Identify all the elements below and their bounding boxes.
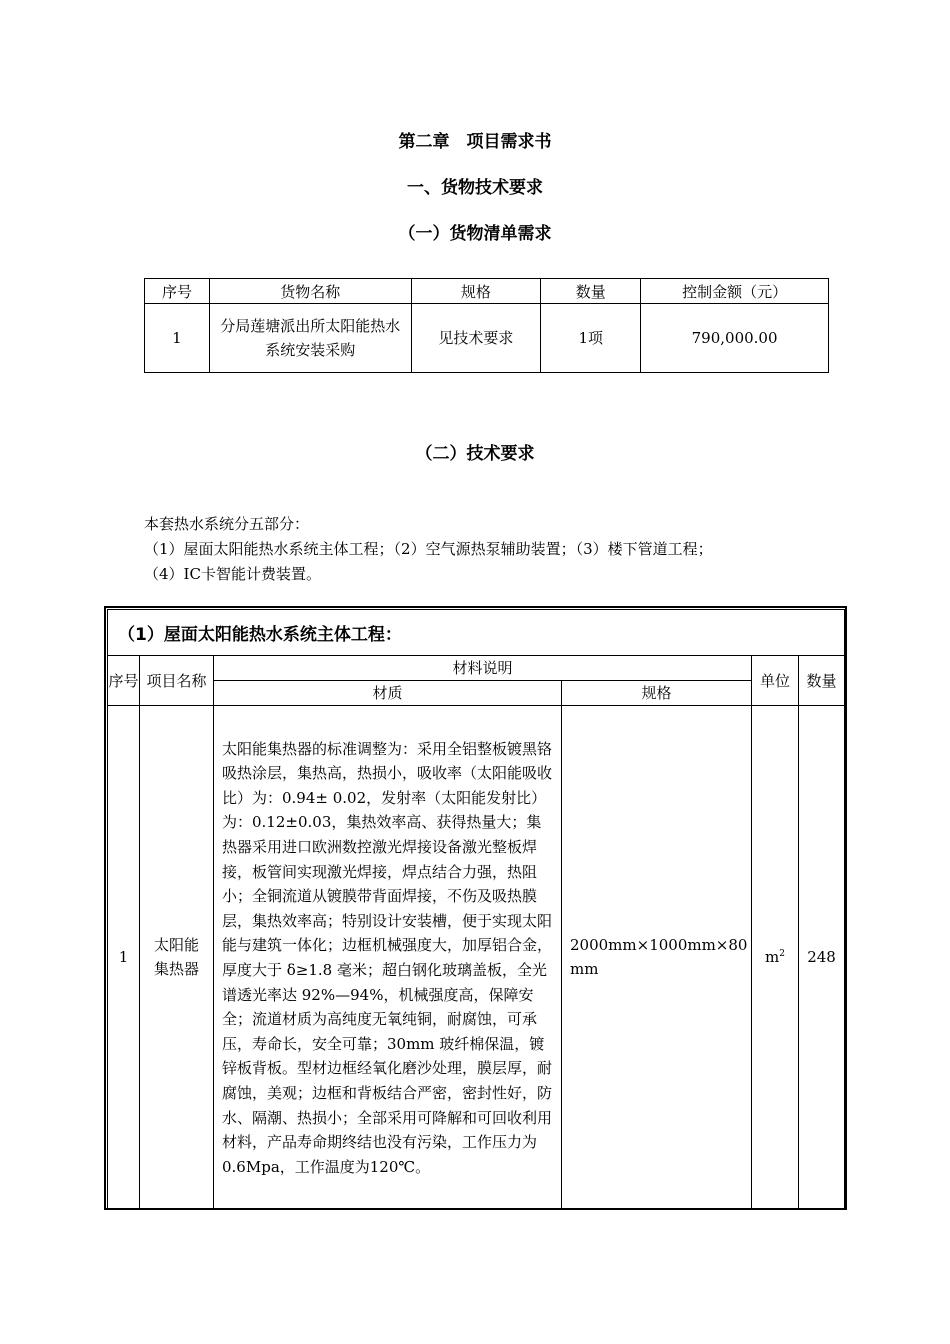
row-material-description: 太阳能集热器的标准调整为：采用全铝整板镀黑铬吸热涂层，集热高，热损小，吸收率（太阳能吸收比）为：0.94± 0.02，发射率（太阳能发射比）为：0.12±0.03，集热效率高、获得热量大；集热器采用进口欧洲数控激光焊接设备激光整板焊接，板管间实现激光焊接，焊点结合力强，热阻小；全铜流道从镀膜带背面焊接，不伤及吸热膜层，集热效率高；特别设计安装槽，便于实现太阳能与建筑一体化；边框机械强度大，加厚铝合金，厚度大于 δ≥1.8 毫米；超白钢化玻璃盖板，全光谱透光率达 92%—94%，机械强度高，保障安全；流道材质为高纯度无氧纯铜，耐腐蚀，可承压，寿命长，安全可靠；30mm 玻纤棉保温，镀锌板背板。型材边框经氧化磨沙处理，膜层厚，耐腐蚀，美观；边框和背板结合严密，密封性好，防水、隔潮、热损小；全部采用可降解和可回收利用材料，产品寿命期终结也没有污染，工作压力为0.6Mpa，工作温度为120℃。	[214, 706, 562, 1209]
tech-table	[107, 609, 845, 1209]
header-cell: 序号	[145, 279, 210, 304]
row-no: 1	[108, 706, 140, 1209]
header-cell: 数量	[541, 279, 641, 304]
tech-subheader-row	[108, 681, 845, 706]
tech-requirements-title: （二）技术要求	[415, 444, 535, 464]
header-item: 项目名称	[140, 656, 214, 706]
row-spec: 见技术要求	[411, 304, 541, 373]
table-row	[108, 706, 845, 1209]
row-spec: 2000mm×1000mm×80mm	[562, 706, 752, 1209]
tech-table-title: （1）屋面太阳能热水系统主体工程：	[108, 610, 845, 656]
unit-base: m	[765, 948, 780, 966]
intro-line: 本套热水系统分五部分：	[144, 515, 310, 533]
row-qty: 248	[799, 706, 845, 1209]
unit-superscript: 2	[779, 949, 785, 959]
row-unit	[752, 706, 799, 1209]
table-row	[145, 304, 829, 373]
header-material: 材质	[214, 681, 562, 706]
header-cell: 货物名称	[209, 279, 411, 304]
row-qty: 1项	[541, 304, 641, 373]
header-cell: 控制金额（元）	[641, 279, 829, 304]
chapter-title: 第二章 项目需求书	[398, 132, 552, 152]
goods-table	[144, 278, 829, 373]
tech-table-title-row	[108, 610, 845, 656]
row-no: 1	[145, 304, 210, 373]
row-name: 分局莲塘派出所太阳能热水系统安装采购	[209, 304, 411, 373]
header-material-desc: 材料说明	[214, 656, 752, 681]
header-unit: 单位	[752, 656, 799, 706]
tech-header-row	[108, 656, 845, 681]
row-amount: 790,000.00	[641, 304, 829, 373]
header-spec: 规格	[562, 681, 752, 706]
row-item: 太阳能集热器	[140, 706, 214, 1209]
intro-line: （4）IC卡智能计费装置。	[144, 565, 321, 583]
header-cell: 规格	[411, 279, 541, 304]
goods-list-title: （一）货物清单需求	[398, 224, 552, 244]
table-header-row	[145, 279, 829, 304]
header-qty: 数量	[799, 656, 845, 706]
section-title: 一、货物技术要求	[407, 178, 543, 198]
intro-line: （1）屋面太阳能热水系统主体工程；（2）空气源热泵辅助装置；（3）楼下管道工程；	[144, 540, 713, 558]
header-no: 序号	[108, 656, 140, 706]
